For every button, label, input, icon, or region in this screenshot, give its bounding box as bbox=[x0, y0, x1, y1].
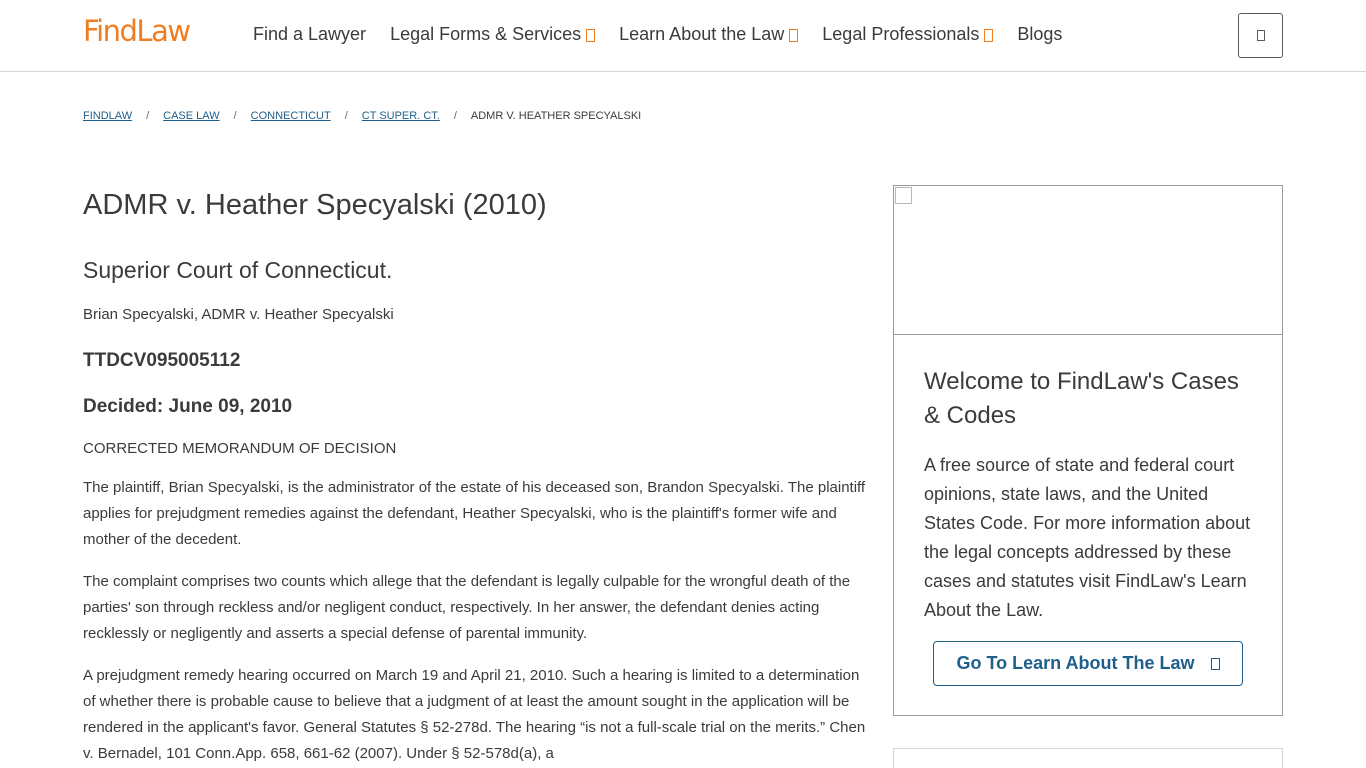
memo-heading: CORRECTED MEMORANDUM OF DECISION bbox=[83, 440, 397, 457]
court-name: Superior Court of Connecticut. bbox=[83, 257, 393, 283]
nav-label: Legal Professionals bbox=[822, 24, 980, 44]
nav-label: Learn About the Law bbox=[619, 24, 785, 44]
breadcrumb-ct-super-ct[interactable]: CT SUPER. CT. bbox=[361, 110, 440, 122]
nav-blogs[interactable] bbox=[1017, 24, 1062, 45]
breadcrumb-current: ADMR V. HEATHER SPECYALSKI bbox=[470, 110, 642, 122]
sidebar-welcome-card bbox=[893, 185, 1283, 716]
nav-legal-professionals[interactable] bbox=[822, 24, 993, 45]
findlaw-logo[interactable]: FindLaw bbox=[83, 14, 190, 48]
chevron-down-icon bbox=[586, 29, 595, 42]
main-nav bbox=[253, 24, 1086, 45]
sidebar-heading: Welcome to FindLaw's Cases & Codes bbox=[924, 368, 1239, 429]
nav-learn-about-the-law[interactable] bbox=[619, 24, 798, 45]
docket-number: TTDCV095005112 bbox=[83, 350, 241, 371]
sidebar-image bbox=[894, 186, 1282, 335]
nav-label: Find a Lawyer bbox=[253, 24, 367, 44]
sidebar-description: A free source of state and federal court opinions, state laws, and the United States Code. For more information about the legal concepts addressed by these cases and statutes visit FindLaw's Learn About the Law. bbox=[924, 455, 1251, 620]
menu-button[interactable] bbox=[1238, 13, 1283, 58]
breadcrumb-separator: / bbox=[344, 110, 348, 122]
nav-label: Blogs bbox=[1017, 24, 1063, 44]
case-content bbox=[83, 185, 868, 767]
broken-image-icon bbox=[895, 187, 912, 204]
breadcrumb-findlaw[interactable]: FINDLAW bbox=[83, 110, 133, 122]
breadcrumb-separator: / bbox=[453, 110, 457, 122]
cta-label: Go To Learn About The Law bbox=[956, 653, 1195, 673]
case-parties: Brian Specyalski, ADMR v. Heather Specyalski bbox=[83, 306, 394, 323]
breadcrumb-separator: / bbox=[146, 110, 150, 122]
sidebar-body bbox=[894, 335, 1282, 686]
learn-about-law-button[interactable] bbox=[933, 641, 1243, 686]
chevron-down-icon bbox=[789, 29, 798, 42]
breadcrumb-connecticut[interactable]: CONNECTICUT bbox=[250, 110, 331, 122]
breadcrumb bbox=[83, 110, 641, 122]
external-link-icon bbox=[1211, 658, 1220, 670]
chevron-down-icon bbox=[984, 29, 993, 42]
opinion-paragraph: The complaint comprises two counts which allege that the defendant is legally culpable for the wrongful death of the parties' son through reckless and/or negligent conduct, respectively. In her answer, the defendant denies acting recklessly or negligently and asserts a special defense of parental immunity. bbox=[83, 573, 851, 642]
breadcrumb-separator: / bbox=[233, 110, 237, 122]
menu-icon bbox=[1257, 30, 1265, 41]
nav-label: Legal Forms & Services bbox=[390, 24, 582, 44]
opinion-paragraph: A prejudgment remedy hearing occurred on March 19 and April 21, 2010. Such a hearing is limited to a determination of whether there is probable cause to believe that a judgment of at least the amount sought in the application will be rendered in the applicant's favor. General Statutes § 52-278d. The hearing “is not a full-scale trial on the merits.” Chen v. Bernadel, 101 Conn.App. 658, 661-62 (2007). Under § 52-578d(a), a bbox=[83, 667, 866, 762]
decided-date: Decided: June 09, 2010 bbox=[83, 396, 293, 417]
sidebar-secondary-card bbox=[893, 748, 1283, 768]
nav-find-a-lawyer[interactable] bbox=[253, 24, 366, 45]
site-header bbox=[0, 0, 1366, 72]
breadcrumb-case-law[interactable]: CASE LAW bbox=[163, 110, 220, 122]
opinion-paragraph: The plaintiff, Brian Specyalski, is the administrator of the estate of his deceased son, Brandon Specyalski. The plaintiff applies for prejudgment remedies against the defendant, Heather Specyalski, who is the plaintiff's former wife and mother of the decedent. bbox=[83, 479, 866, 548]
page-title: ADMR v. Heather Specyalski (2010) bbox=[83, 189, 547, 221]
nav-legal-forms-services[interactable] bbox=[390, 24, 595, 45]
